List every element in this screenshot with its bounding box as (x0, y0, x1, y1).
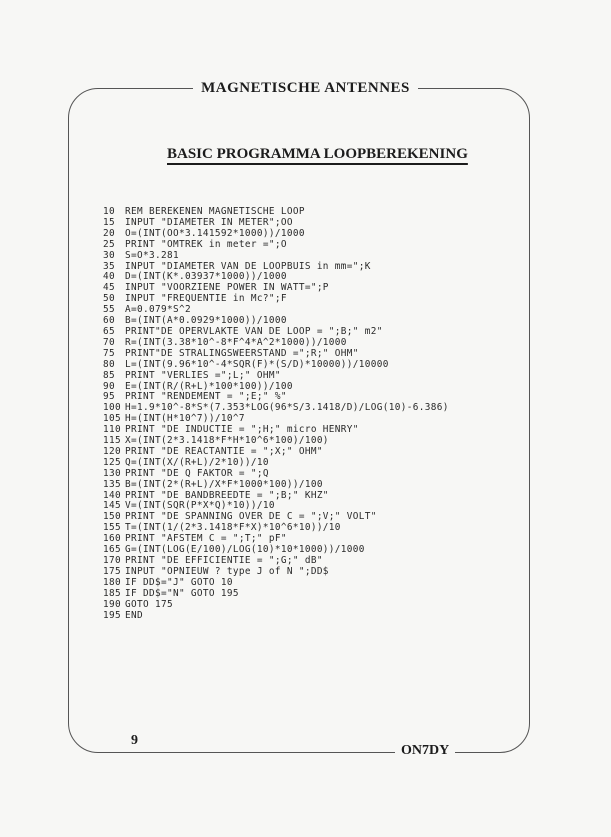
line-statement: END (125, 609, 143, 621)
line-statement: PRINT "AFSTEM C = ";T;" pF" (125, 533, 287, 545)
line-number: 10 (103, 206, 115, 217)
line-statement: X=(INT(2*3.1418*F*H*10^6*100)/100) (125, 435, 329, 447)
line-number: 25 (103, 238, 115, 250)
code-line (103, 611, 449, 622)
line-number: 95 (103, 391, 115, 403)
line-number: 65 (103, 325, 115, 337)
line-statement: L=(INT(9.96*10^-4*SQR(F)*(S/D)*10000))/10000 (125, 358, 389, 370)
line-number: 90 (103, 380, 115, 392)
line-statement: B=(INT(2*(R+L)/X*F*1000*100))/100 (125, 478, 323, 490)
line-statement: E=(INT(R/(R+L)*100*100))/100 (125, 380, 293, 392)
line-statement: G=(INT(LOG(E/100)/LOG(10)*10*1000))/1000 (125, 544, 365, 556)
line-number: 135 (103, 478, 121, 490)
line-statement: INPUT "FREQUENTIE in Mc?";F (125, 293, 287, 305)
line-number: 15 (103, 216, 115, 228)
line-number: 85 (103, 369, 115, 381)
line-statement: PRINT "DE BANDBREEDTE = ";B;" KHZ" (125, 489, 329, 501)
line-statement: INPUT "DIAMETER IN METER";OO (125, 216, 293, 228)
line-number: 170 (103, 555, 121, 566)
author-callsign: ON7DY (395, 743, 455, 759)
line-number: 120 (103, 445, 121, 457)
line-statement: GOTO 175 (125, 598, 173, 610)
line-statement: PRINT "DE REACTANTIE = ";X;" OHM" (125, 445, 323, 457)
line-number: 55 (103, 304, 115, 316)
line-number: 70 (103, 336, 115, 348)
line-statement: R=(INT(3.38*10^-8*F^4*A^2*1000))/1000 (125, 336, 347, 348)
header-title: MAGNETISCHE ANTENNES (193, 80, 418, 96)
line-number: 115 (103, 435, 121, 447)
line-statement: REM BEREKENEN MAGNETISCHE LOOP (125, 206, 305, 217)
line-number: 40 (103, 271, 115, 283)
line-statement: O=(INT(OO*3.141592*1000))/1000 (125, 227, 305, 239)
line-statement: PRINT "OMTREK in meter =";O (125, 238, 287, 250)
line-number: 160 (103, 533, 121, 545)
line-number: 125 (103, 456, 121, 468)
line-number: 150 (103, 511, 121, 523)
line-statement: INPUT "OPNIEUW ? type J of N ";DD$ (125, 565, 329, 577)
line-statement: PRINT "RENDEMENT = ";E;" %" (125, 391, 287, 403)
line-statement: INPUT "DIAMETER VAN DE LOOPBUIS in mm=";K (125, 260, 371, 272)
line-statement: H=(INT(H*10^7))/10^7 (125, 413, 245, 425)
line-number: 180 (103, 576, 121, 588)
header (0, 77, 611, 97)
basic-program-listing (103, 207, 449, 621)
line-statement: V=(INT(SQR(P*X*Q)*10))/10 (125, 500, 275, 512)
line-number: 190 (103, 598, 121, 610)
line-statement: PRINT "DE INDUCTIE = ";H;" micro HENRY" (125, 424, 359, 436)
line-number: 185 (103, 587, 121, 599)
line-number: 35 (103, 260, 115, 272)
line-statement: INPUT "VOORZIENE POWER IN WATT=";P (125, 282, 329, 294)
line-number: 175 (103, 565, 121, 577)
line-statement: PRINT "DE SPANNING OVER DE C = ";V;" VOLT" (125, 511, 377, 523)
line-number: 20 (103, 227, 115, 239)
line-number: 155 (103, 522, 121, 534)
line-statement: PRINT"DE STRALINGSWEERSTAND =";R;" OHM" (125, 347, 359, 359)
line-statement: PRINT"DE OPERVLAKTE VAN DE LOOP = ";B;" m2" (125, 325, 383, 337)
line-number: 80 (103, 358, 115, 370)
line-statement: T=(INT(1/(2*3.1418*F*X)*10^6*10))/10 (125, 522, 341, 534)
code-line (103, 600, 449, 611)
line-number: 165 (103, 544, 121, 556)
line-statement: S=O*3.281 (125, 249, 179, 261)
line-number: 45 (103, 282, 115, 294)
line-number: 110 (103, 424, 121, 436)
line-number: 60 (103, 315, 115, 327)
line-number: 50 (103, 293, 115, 305)
line-statement: IF DD$="J" GOTO 10 (125, 576, 233, 588)
line-statement: H=1.9*10^-8*S*(7.353*LOG(96*S/3.1418/D)/LOG(10)-6.386) (125, 402, 449, 414)
line-number: 130 (103, 467, 121, 479)
line-statement: Q=(INT(X/(R+L)/2*10))/10 (125, 456, 269, 468)
line-statement: B=(INT(A*0.0929*1000))/1000 (125, 315, 287, 327)
line-number: 75 (103, 347, 115, 359)
line-statement: PRINT "VERLIES =";L;" OHM" (125, 369, 281, 381)
line-statement: A=0.079*S^2 (125, 304, 191, 316)
line-statement: IF DD$="N" GOTO 195 (125, 587, 239, 599)
line-statement: D=(INT(K*.03937*1000))/1000 (125, 271, 287, 283)
line-number: 105 (103, 413, 121, 425)
line-number: 30 (103, 249, 115, 261)
line-number: 195 (103, 609, 121, 621)
line-statement: PRINT "DE Q FAKTOR = ";Q (125, 467, 269, 479)
page-number: 9 (125, 733, 144, 749)
section-subtitle: BASIC PROGRAMMA LOOPBEREKENING (167, 146, 468, 162)
line-number: 100 (103, 402, 121, 414)
line-number: 145 (103, 500, 121, 512)
line-number: 140 (103, 489, 121, 501)
line-statement: PRINT "DE EFFICIENTIE = ";G;" dB" (125, 555, 323, 566)
